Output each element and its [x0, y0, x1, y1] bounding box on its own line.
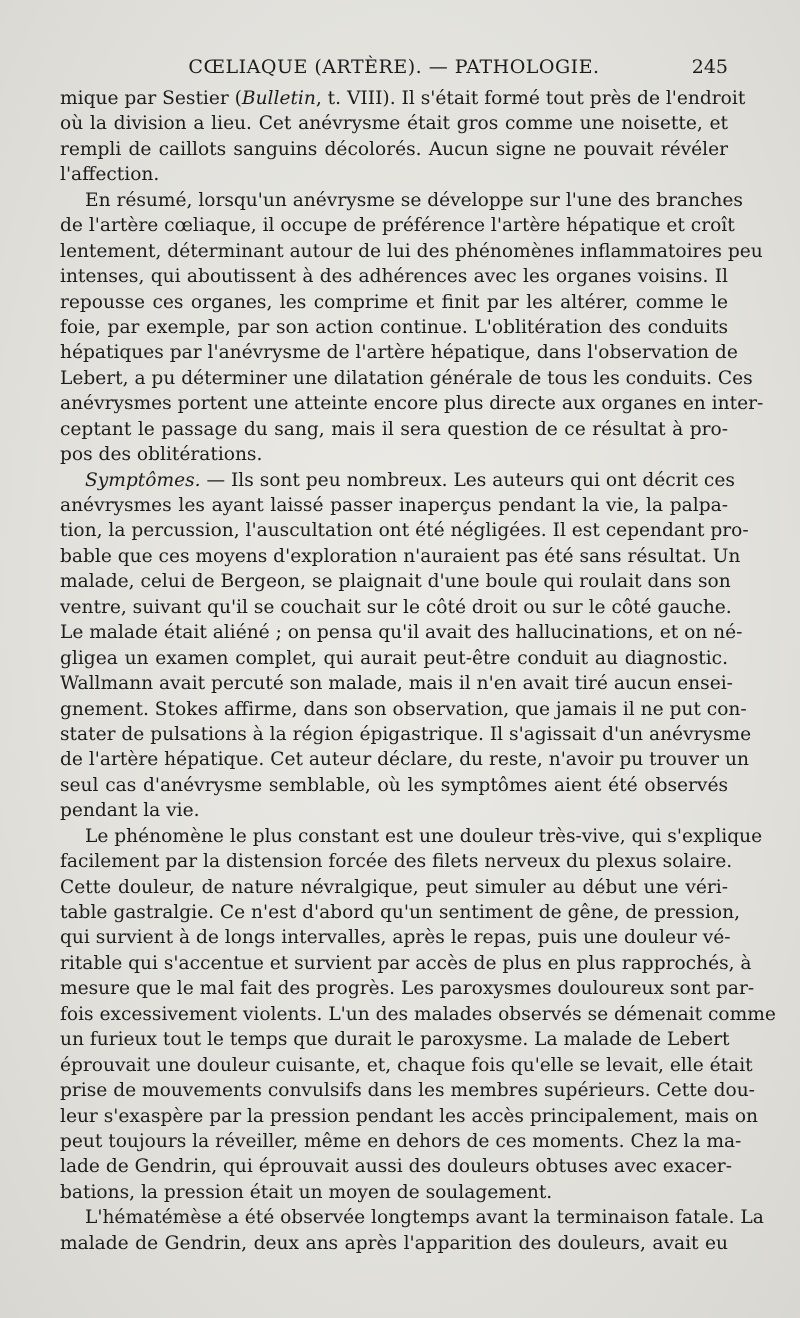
text-line: facilement par la distension forcée des filets nerveux du plexus solaire.	[60, 851, 733, 873]
text-line: Wallmann avait percuté son malade, mais il n'en avait tiré aucun ensei-	[60, 673, 733, 695]
text-line: leur s'exaspère par la pression pendant les accès principalement, mais on	[60, 1105, 759, 1127]
text-line: pendant la vie.	[60, 800, 200, 822]
text-line: En résumé, lorsqu'un anévrysme se développe sur l'une des branches	[85, 189, 743, 211]
text-line: rempli de caillots sanguins décolorés. Aucun signe ne pouvait révéler	[60, 138, 728, 160]
running-head-title: CŒLIAQUE (ARTÈRE). — PATHOLOGIE.	[188, 56, 600, 78]
page-number: 245	[691, 56, 728, 78]
text-line: lentement, déterminant autour de lui des phénomènes inflammatoires peu	[60, 240, 763, 262]
text-line: mesure que le mal fait des progrès. Les paroxysmes douloureux sont par-	[60, 978, 755, 1000]
text-line: éprouvait une douleur cuisante, et, chaque fois qu'elle se levait, elle était	[60, 1054, 753, 1076]
text-line: tion, la percussion, l'auscultation ont été négligées. Il est cependant pro-	[60, 520, 749, 542]
text-line: repousse ces organes, les comprime et finit par les altérer, comme le	[60, 291, 728, 313]
text-line: de l'artère hépatique. Cet auteur déclare, du reste, n'avoir pu trouver un	[60, 749, 749, 771]
body-text	[60, 86, 776, 1256]
italic-span: Bulletin	[241, 88, 316, 109]
text-line: Le malade était aliéné ; on pensa qu'il avait des hallucinations, et on né-	[60, 622, 743, 644]
text-line: table gastralgie. Ce n'est d'abord qu'un sentiment de gêne, de pression,	[60, 902, 740, 923]
text-line: Le phénomène le plus constant est une douleur très-vive, qui s'explique	[85, 825, 763, 847]
text-line: ceptant le passage du sang, mais il sera question de ce résultat à pro-	[60, 418, 728, 440]
text-line: foie, par exemple, par son action continue. L'oblitération des conduits	[60, 316, 728, 338]
text-line: malade de Gendrin, deux ans après l'apparition des douleurs, avait eu	[60, 1232, 728, 1254]
text-line: prise de mouvements convulsifs dans les membres supérieurs. Cette dou-	[60, 1080, 755, 1102]
text-line: hépatiques par l'anévrysme de l'artère hépatique, dans l'observation de	[60, 342, 738, 364]
text-line: qui survient à de longs intervalles, après le repas, puis une douleur vé-	[60, 927, 731, 949]
text-line: où la division a lieu. Cet anévrysme était gros comme une noisette, et	[60, 113, 728, 135]
italic-span: Symptômes.	[85, 469, 201, 491]
text-line: bations, la pression était un moyen de soulagement.	[60, 1181, 553, 1203]
text-line: L'hématémèse a été observée longtemps avant la terminaison fatale. La	[85, 1207, 764, 1229]
text-line: Lebert, a pu déterminer une dilatation générale de tous les conduits. Ces	[60, 367, 753, 389]
text-line: lade de Gendrin, qui éprouvait aussi des douleurs obtuses avec exacer-	[60, 1156, 732, 1178]
text-line: anévrysmes portent une atteinte encore plus directe aux organes en inter-	[60, 393, 764, 415]
text-line: gnement. Stokes affirme, dans son observation, que jamais il ne put con-	[60, 698, 747, 720]
running-head	[60, 50, 728, 84]
text-line: ventre, suivant qu'il se couchait sur le côté droit ou sur le côté gauche.	[60, 596, 732, 618]
text-line: un furieux tout le temps que durait le paroxysme. La malade de Lebert	[60, 1029, 730, 1051]
text-line: gligea un examen complet, qui aurait peut-être conduit au diagnostic.	[60, 647, 728, 669]
text-line: mique par Sestier (Bulletin, t. VIII). Il s'était formé tout près de l'endroit	[60, 88, 746, 109]
text-line: peut toujours la réveiller, même en dehors de ces moments. Chez la ma-	[60, 1130, 742, 1152]
text-line: intenses, qui aboutissent à des adhérences avec les organes voisins. Il	[60, 266, 728, 288]
text-line: de l'artère cœliaque, il occupe de préférence l'artère hépatique et croît	[60, 215, 735, 237]
text-line: bable que ces moyens d'exploration n'auraient pas été sans résultat. Un	[60, 545, 741, 567]
text-line: ritable qui s'accentue et survient par accès de plus en plus rapprochés, à	[60, 952, 752, 974]
text-line: seul cas d'anévrysme semblable, où les symptômes aient été observés	[60, 774, 728, 796]
text-line: stater de pulsations à la région épigastrique. Il s'agissait d'un anévrysme	[60, 723, 752, 745]
text-line: malade, celui de Bergeon, se plaignait d'une boule qui roulait dans son	[60, 571, 731, 593]
text-line: fois excessivement violents. L'un des malades observés se démenait comme	[60, 1003, 776, 1025]
text-line: l'affection.	[60, 164, 160, 186]
text-line: pos des oblitérations.	[60, 444, 263, 466]
text-line: Symptômes. — Ils sont peu nombreux. Les auteurs qui ont décrit ces	[85, 469, 735, 491]
text-line: Cette douleur, de nature névralgique, peut simuler au début une véri-	[60, 876, 728, 898]
text-line: anévrysmes les ayant laissé passer inaperçus pendant la vie, la palpa-	[60, 495, 728, 516]
